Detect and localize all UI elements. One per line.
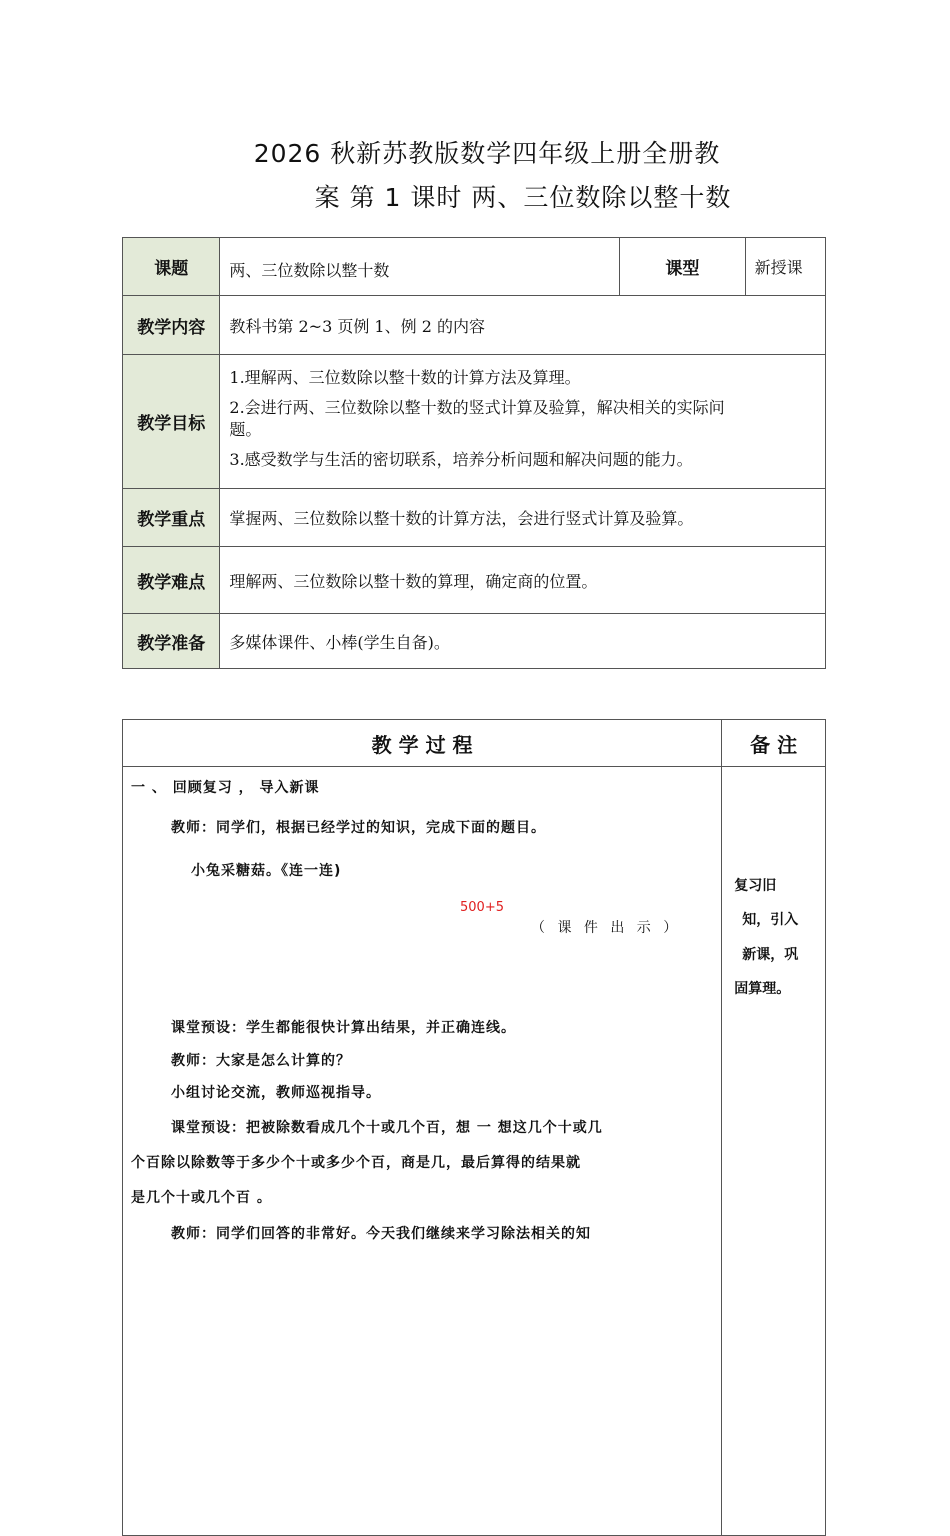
document-title-line-2: 案 第 1 课时 两、三位数除以整十数 bbox=[314, 183, 732, 212]
lesson-info-table bbox=[122, 237, 826, 669]
topic-value: 两、三位数除以整十数 bbox=[220, 238, 620, 296]
goal-item: 1.理解两、三位数除以整十数的计算方法及算理。 bbox=[229, 368, 581, 387]
process-line: 教师：同学们回答的非常好。今天我们继续来学习除法相关的知 bbox=[171, 1226, 591, 1242]
expression-text: 500+5 bbox=[460, 900, 504, 915]
goal-item: 题。 bbox=[229, 420, 262, 439]
remark-line: 固算理。 bbox=[734, 981, 791, 997]
process-line: 是几个十或几个百 。 bbox=[131, 1190, 272, 1206]
note-header: 备 注 bbox=[722, 720, 826, 767]
process-line: 教师：大家是怎么计算的？ bbox=[171, 1053, 351, 1069]
preparation-value: 多媒体课件、小棒(学生自备)。 bbox=[220, 614, 826, 669]
type-value: 新授课 bbox=[745, 238, 825, 296]
document-title-line-1: 2026 秋新苏教版数学四年级上册全册教 bbox=[253, 139, 721, 168]
remark-line: 新课，巩 bbox=[742, 947, 799, 963]
process-line: 个百除以除数等于多少个十或多少个百，商是几，最后算得的结果就 bbox=[131, 1155, 581, 1171]
difficulty-label: 教学难点 bbox=[123, 547, 220, 614]
content-label: 教学内容 bbox=[123, 296, 220, 355]
process-header: 教 学 过 程 bbox=[123, 720, 722, 767]
process-line: 教师：同学们，根据已经学过的知识，完成下面的题目。 bbox=[171, 820, 546, 836]
process-line: 小组讨论交流，教师巡视指导。 bbox=[171, 1085, 381, 1101]
remarks-column bbox=[722, 767, 826, 1536]
process-content bbox=[123, 767, 722, 1536]
topic-label: 课题 bbox=[123, 238, 220, 296]
content-value: 教科书第 2~3 页例 1、例 2 的内容 bbox=[220, 296, 826, 355]
process-line: 小兔采糖菇。《连一连) bbox=[191, 863, 342, 879]
goal-label: 教学目标 bbox=[123, 355, 220, 489]
process-line: 课堂预设：学生都能很快计算出结果，并正确连线。 bbox=[171, 1020, 516, 1036]
difficulty-value: 理解两、三位数除以整十数的算理，确定商的位置。 bbox=[220, 547, 826, 614]
preparation-label: 教学准备 bbox=[123, 614, 220, 669]
goal-item: 2.会进行两、三位数除以整十数的竖式计算及验算，解决相关的实际问 bbox=[229, 398, 725, 417]
remark-line: 复习旧 bbox=[734, 878, 777, 894]
goal-list bbox=[220, 355, 826, 489]
teaching-process-table bbox=[122, 719, 826, 1536]
key-point-label: 教学重点 bbox=[123, 489, 220, 547]
key-point-value: 掌握两、三位数除以整十数的计算方法，会进行竖式计算及验算。 bbox=[220, 489, 826, 547]
section-heading: 一 、 回顾复习 ， 导入新课 bbox=[131, 780, 320, 796]
goal-item: 3.感受数学与生活的密切联系，培养分析问题和解决问题的能力。 bbox=[229, 450, 693, 469]
remark-line: 知，引入 bbox=[742, 912, 799, 928]
process-line: 课堂预设：把被除数看成几个十或几个百，想 一 想这几个十或几 bbox=[171, 1120, 603, 1136]
courseware-note: （ 课 件 出 示 ） bbox=[531, 920, 682, 936]
type-label: 课型 bbox=[620, 238, 746, 296]
